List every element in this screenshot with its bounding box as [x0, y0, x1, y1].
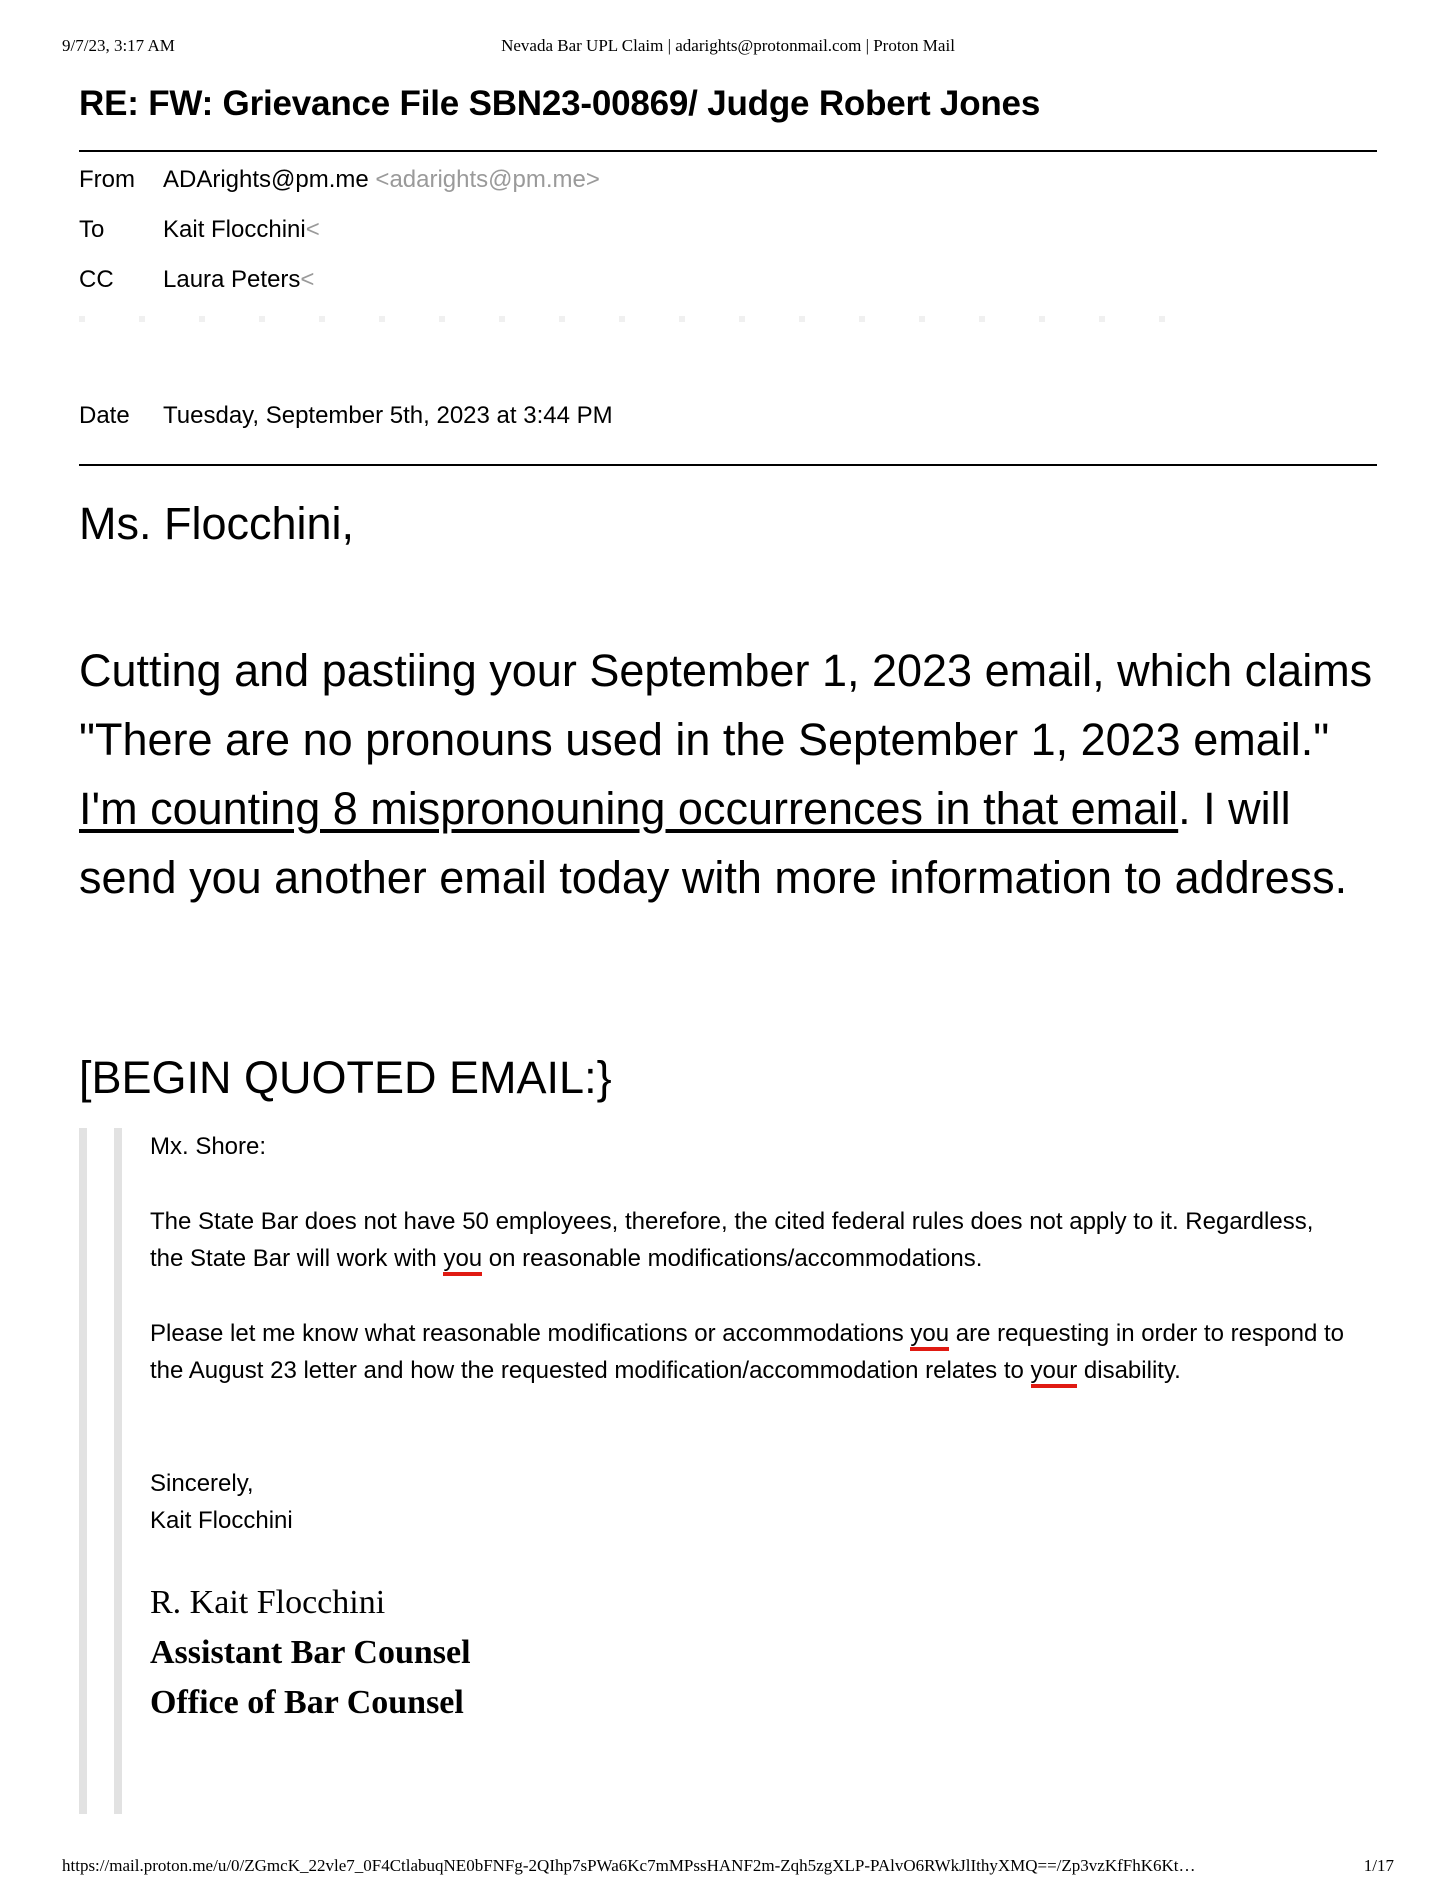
body-paragraph [79, 636, 1379, 912]
body-greeting: Ms. Flocchini, [79, 498, 355, 549]
begin-quote-marker: [BEGIN QUOTED EMAIL:} [79, 1052, 612, 1103]
body-text-2: . I will send you another email today with more information to address. [79, 783, 1348, 903]
closing-line: Sincerely, [150, 1470, 254, 1497]
print-page-title: Nevada Bar UPL Claim | adarights@protonmail.com | Proton Mail [501, 36, 955, 55]
quoted-p1-text-b: on reasonable modifications/accommodations. [482, 1245, 983, 1272]
body-underlined-text: I'm counting 8 mispronouning occurrences in that email [79, 783, 1179, 834]
to-value [163, 216, 320, 244]
quoted-salutation: Mx. Shore: [150, 1133, 267, 1160]
pronoun-highlight: you [910, 1320, 949, 1351]
print-footer [62, 1856, 1394, 1880]
quoted-paragraph-2 [150, 1315, 1350, 1389]
to-address[interactable]: < [305, 216, 320, 243]
quote-bar-outer [79, 1128, 87, 1814]
from-label: From [79, 166, 135, 193]
page-number: 1/17 [1363, 1856, 1394, 1875]
cc-label: CC [79, 266, 114, 293]
signature-block [150, 1578, 471, 1728]
header-divider-bottom [79, 464, 1377, 466]
from-value [163, 166, 600, 194]
date-value: Tuesday, September 5th, 2023 at 3:44 PM [163, 402, 613, 429]
print-header [62, 36, 1394, 60]
to-label: To [79, 216, 105, 243]
from-name[interactable]: ADArights@pm.me [163, 166, 369, 193]
print-url: https://mail.proton.me/u/0/ZGmcK_22vle7_0F4CtlabuqNE0bFNFg-2QIhp7sPWa6Kc7mMPssHANF2m-Zqh5zgXLP-PAlvO6RWkJlIthyXMQ==/Zp3vzKfFhK6Kt… [62, 1856, 1196, 1875]
pronoun-highlight: you [443, 1245, 482, 1276]
quoted-paragraph-1 [150, 1203, 1350, 1277]
quoted-p1-text-a: The State Bar does not have 50 employees, therefore, the cited federal rules does not apply to it. Regardless, the State Bar will work with [150, 1208, 1314, 1272]
email-subject: RE: FW: Grievance File SBN23-00869/ Judge Robert Jones [79, 84, 1041, 123]
body-text-1: Cutting and pastiing your September 1, 2023 email, which claims "There are no pronouns used in the September 1, 2023 email." [79, 645, 1373, 765]
quoted-p2-text-c: disability. [1077, 1357, 1181, 1384]
quote-bar-inner [114, 1128, 122, 1814]
redacted-row [79, 316, 1179, 322]
signature-name: R. Kait Flocchini [150, 1584, 386, 1621]
quoted-p2-text-a: Please let me know what reasonable modifications or accommodations [150, 1320, 911, 1347]
cc-address[interactable]: < [300, 266, 315, 293]
date-label: Date [79, 402, 130, 429]
quoted-closing [150, 1465, 293, 1539]
print-timestamp: 9/7/23, 3:17 AM [62, 36, 175, 55]
to-name[interactable]: Kait Flocchini [163, 216, 306, 243]
signature-title: Assistant Bar Counsel [150, 1634, 471, 1671]
closing-name: Kait Flocchini [150, 1507, 293, 1534]
pronoun-highlight: your [1031, 1357, 1078, 1388]
from-address[interactable]: <adarights@pm.me> [375, 166, 600, 193]
cc-value [163, 266, 314, 294]
quoted-p2-text-b: are requesting in order to respond to the August 23 letter and how the requested modification/accommodation relates to [150, 1320, 1345, 1384]
cc-name[interactable]: Laura Peters [163, 266, 301, 293]
signature-office: Office of Bar Counsel [150, 1684, 464, 1721]
header-divider-top [79, 150, 1377, 152]
